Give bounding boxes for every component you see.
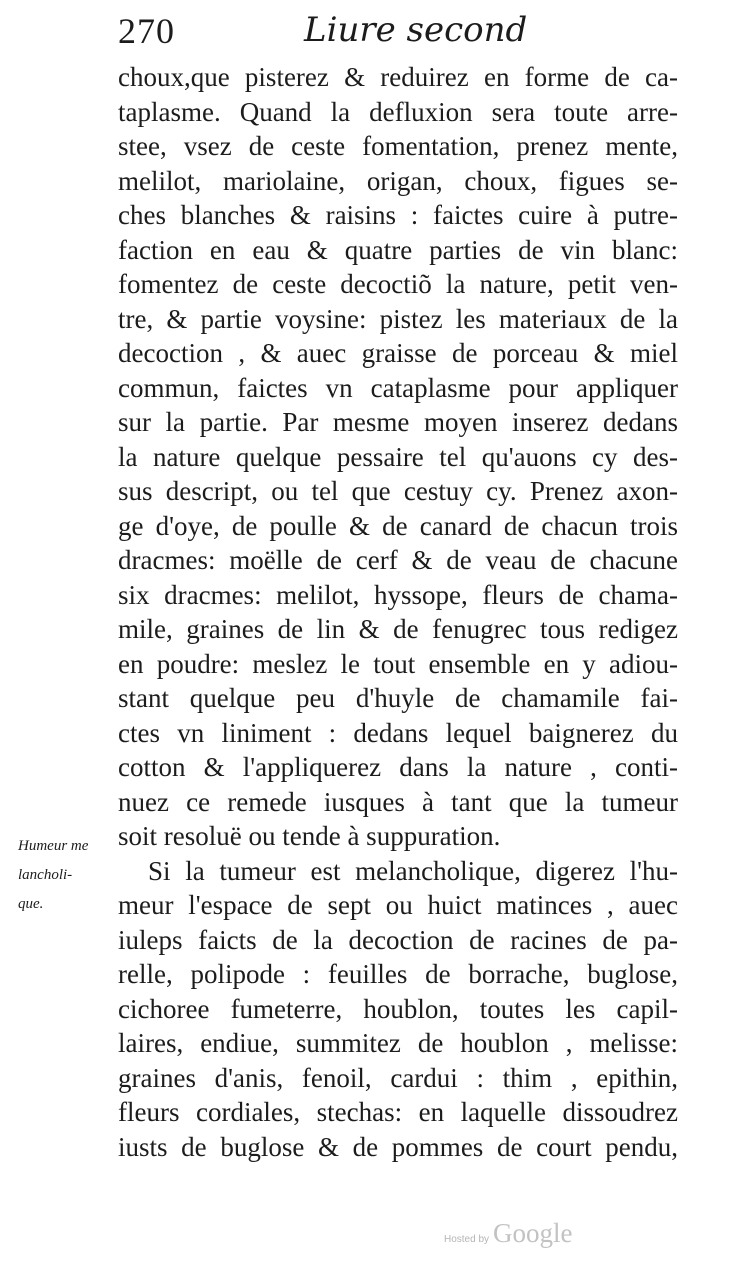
page-number: 270 — [118, 11, 175, 51]
text-line: la nature quelque pessaire tel qu'auons cy des- — [118, 441, 678, 472]
margin-note-line: que. — [18, 896, 44, 912]
text-line: tre, & partie voysine: pistez les materiaux de la — [118, 303, 678, 334]
text-line: graines d'anis, fenoil, cardui : thim , epithin, — [118, 1062, 678, 1093]
text-line: melilot, mariolaine, origan, choux, figues se- — [118, 165, 678, 196]
text-line: cichoree fumeterre, houblon, toutes les capil- — [118, 993, 678, 1024]
text-line: ctes vn liniment : dedans lequel baignerez du — [118, 717, 678, 748]
text-line: ches blanches & raisins : faictes cuire à putre- — [118, 200, 678, 230]
text-line: relle, polipode : feuilles de borrache, buglose, — [118, 959, 678, 989]
text-line: soit resoluë ou tende à suppuration. — [118, 821, 501, 851]
margin-note — [18, 832, 126, 919]
text-line: decoction , & auec graisse de porceau & miel — [118, 338, 678, 368]
text-line: six dracmes: melilot, hyssope, fleurs de chama- — [118, 579, 678, 610]
text-line: dracmes: moëlle de cerf & de veau de chacune — [118, 545, 678, 575]
text-line: sus descript, ou tel que cestuy cy. Prenez axon- — [118, 476, 678, 506]
text-line: Si la tumeur est melancholique, digerez l'hu- — [148, 855, 678, 886]
text-line: taplasme. Quand la defluxion sera toute arre- — [118, 96, 678, 127]
google-logo: Google — [493, 1218, 573, 1248]
body-text — [118, 60, 678, 1164]
text-line: laires, endiue, summitez de houblon , melisse: — [118, 1028, 678, 1058]
running-head: Liure second — [304, 10, 528, 50]
text-line: nuez ce remede iusques à tant que la tumeur — [118, 786, 678, 817]
text-line: stant quelque peu d'huyle de chamamile fai- — [118, 683, 678, 713]
text-line: cotton & l'appliquerez dans la nature , conti- — [118, 752, 678, 782]
margin-note-line: lancholi- — [18, 867, 73, 883]
text-line: sur la partie. Par mesme moyen inserez dedans — [118, 407, 678, 437]
text-line: commun, faictes vn cataplasme pour appliquer — [118, 372, 678, 403]
text-line: meur l'espace de sept ou huict matinces , auec — [118, 890, 678, 920]
text-line: mile, graines de lin & de fenugrec tous redigez — [118, 614, 678, 644]
text-line: iusts de buglose & de pommes de court pendu, — [118, 1131, 678, 1162]
text-line: ge d'oye, de poulle & de canard de chacun trois — [118, 510, 678, 541]
text-line: choux,que pisterez & reduirez en forme de ca- — [118, 62, 678, 92]
text-line: iuleps faicts de la decoction de racines de pa- — [118, 924, 678, 955]
hosted-by-watermark — [444, 1218, 573, 1249]
text-line: fomentez de ceste decoctiõ la nature, petit ven- — [118, 269, 678, 299]
text-line: en poudre: meslez le tout ensemble en y adiou- — [118, 648, 678, 679]
hosted-by-label: Hosted by — [444, 1234, 490, 1245]
text-line: faction en eau & quatre parties de vin blanc: — [118, 234, 678, 265]
text-line: fleurs cordiales, stechas: en laquelle dissoudrez — [118, 1097, 678, 1127]
margin-note-line: Humeur me — [18, 838, 89, 854]
text-line: stee, vsez de ceste fomentation, prenez mente, — [118, 131, 678, 161]
